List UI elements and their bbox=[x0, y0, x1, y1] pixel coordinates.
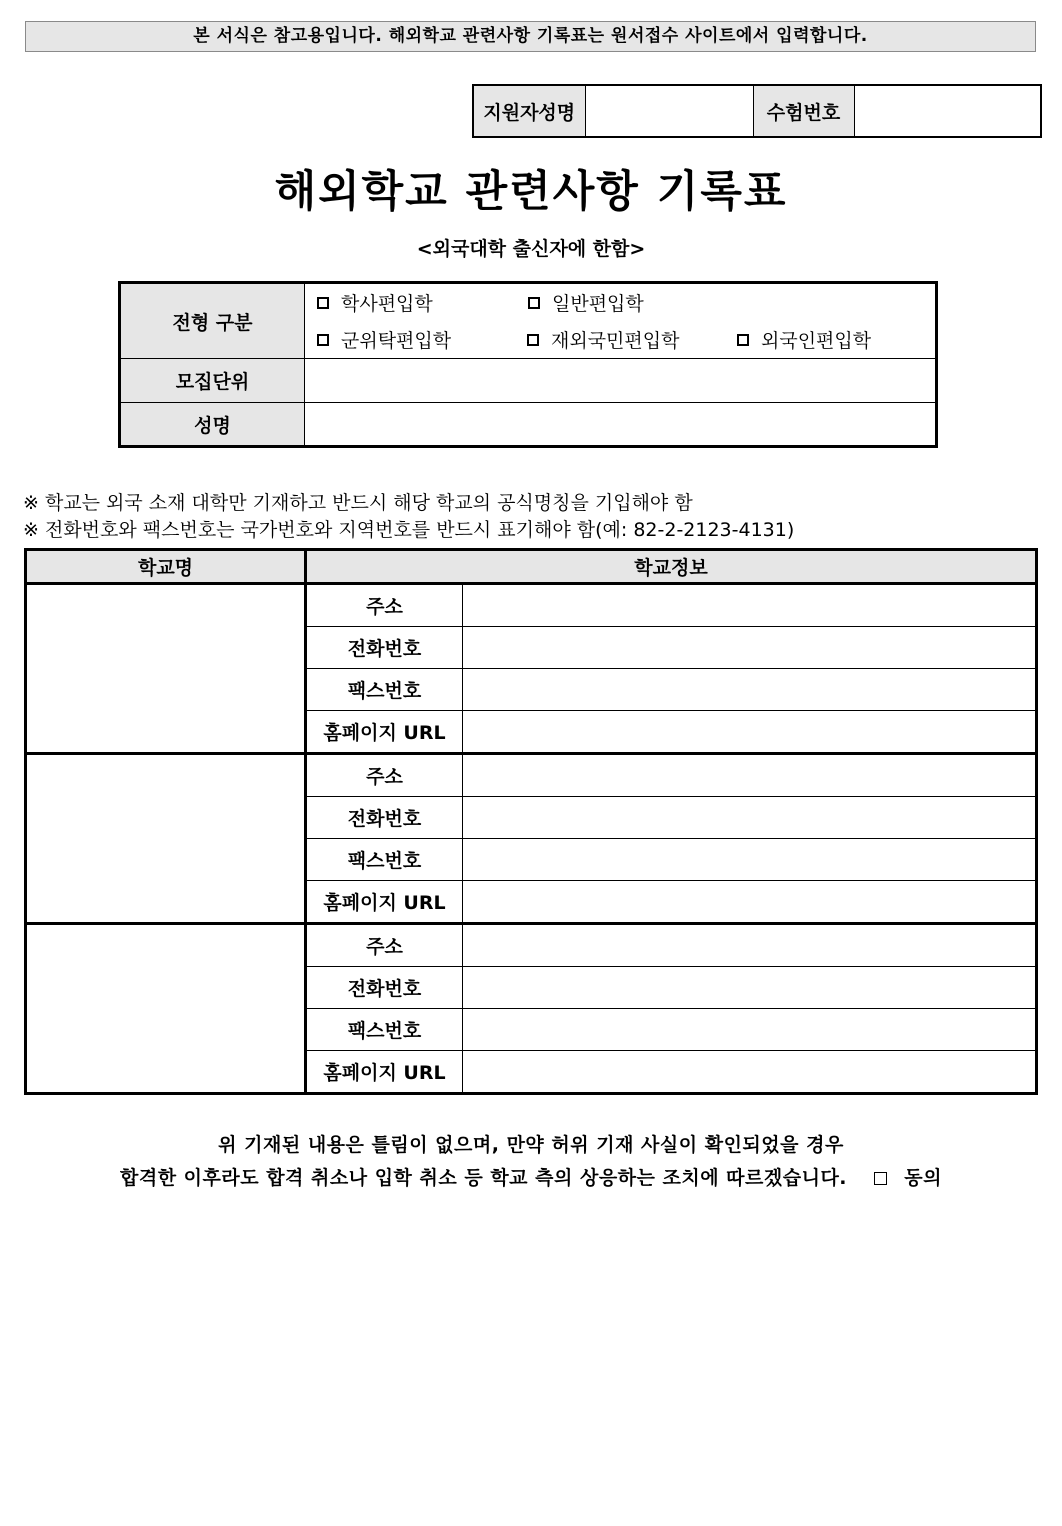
notice-banner: 본 서식은 참고용입니다. 해외학교 관련사항 기록표는 원서접수 사이트에서 입력합니다. bbox=[25, 21, 1036, 52]
homepage-label: 홈페이지 URL bbox=[306, 1051, 463, 1094]
admission-type-options bbox=[305, 283, 937, 359]
address-field[interactable] bbox=[463, 584, 1037, 627]
page-title: 해외학교 관련사항 기록표 bbox=[274, 167, 788, 217]
school-name-field[interactable] bbox=[26, 754, 306, 924]
pledge-line-2-wrap bbox=[0, 1162, 1062, 1195]
school-name-field[interactable] bbox=[26, 584, 306, 754]
option-military-transfer[interactable] bbox=[305, 326, 515, 353]
recruitment-unit-label: 모집단위 bbox=[120, 359, 305, 403]
admission-type-label: 전형 구분 bbox=[120, 283, 305, 359]
fax-field[interactable] bbox=[463, 669, 1037, 711]
checkbox-icon[interactable] bbox=[737, 334, 749, 346]
option-foreigner-transfer[interactable] bbox=[725, 326, 935, 353]
address-label: 주소 bbox=[306, 584, 463, 627]
homepage-field[interactable] bbox=[463, 1051, 1037, 1094]
option-bachelor-transfer[interactable] bbox=[305, 289, 516, 316]
exam-number-field[interactable] bbox=[854, 85, 1041, 137]
fax-label: 팩스번호 bbox=[306, 1009, 463, 1051]
notes bbox=[23, 490, 794, 544]
table-row bbox=[26, 924, 1037, 967]
option-label: 군위탁편입학 bbox=[341, 330, 452, 352]
phone-field[interactable] bbox=[463, 627, 1037, 669]
fax-label: 팩스번호 bbox=[306, 839, 463, 881]
address-field[interactable] bbox=[463, 924, 1037, 967]
fax-label: 팩스번호 bbox=[306, 669, 463, 711]
checkbox-icon[interactable] bbox=[317, 297, 329, 309]
note-line: ※ 학교는 외국 소재 대학만 기재하고 반드시 해당 학교의 공식명칭을 기입해야 함 bbox=[23, 492, 693, 514]
school-info-table bbox=[24, 548, 1038, 1095]
homepage-field[interactable] bbox=[463, 881, 1037, 924]
homepage-field[interactable] bbox=[463, 711, 1037, 754]
school-info-header: 학교정보 bbox=[306, 550, 1037, 584]
option-label: 외국인편입학 bbox=[761, 330, 872, 352]
option-label: 일반편입학 bbox=[552, 293, 644, 315]
name-field[interactable] bbox=[305, 403, 937, 447]
phone-label: 전화번호 bbox=[306, 797, 463, 839]
application-info-table bbox=[118, 281, 938, 448]
fax-field[interactable] bbox=[463, 839, 1037, 881]
option-label: 학사편입학 bbox=[341, 293, 433, 315]
table-row bbox=[26, 754, 1037, 797]
page-subtitle: <외국대학 출신자에 한함> bbox=[416, 238, 646, 260]
fax-field[interactable] bbox=[463, 1009, 1037, 1051]
pledge-statement bbox=[0, 1129, 1062, 1195]
option-label: 재외국민편입학 bbox=[551, 330, 680, 352]
exam-number-label: 수험번호 bbox=[753, 85, 854, 137]
pledge-line-1: 위 기재된 내용은 틀림이 없으며, 만약 허위 기재 사실이 확인되었을 경우 bbox=[218, 1134, 844, 1156]
agree-checkbox[interactable] bbox=[874, 1172, 887, 1185]
phone-label: 전화번호 bbox=[306, 967, 463, 1009]
checkbox-icon[interactable] bbox=[527, 334, 539, 346]
address-label: 주소 bbox=[306, 754, 463, 797]
address-label: 주소 bbox=[306, 924, 463, 967]
school-name-header: 학교명 bbox=[26, 550, 306, 584]
phone-field[interactable] bbox=[463, 797, 1037, 839]
address-field[interactable] bbox=[463, 754, 1037, 797]
homepage-label: 홈페이지 URL bbox=[306, 711, 463, 754]
checkbox-icon[interactable] bbox=[528, 297, 540, 309]
option-overseas-korean-transfer[interactable] bbox=[515, 326, 725, 353]
option-general-transfer[interactable] bbox=[516, 289, 727, 316]
applicant-id-box bbox=[472, 84, 1042, 138]
phone-field[interactable] bbox=[463, 967, 1037, 1009]
agree-label: 동의 bbox=[904, 1167, 942, 1189]
applicant-name-label: 지원자성명 bbox=[473, 85, 585, 137]
homepage-label: 홈페이지 URL bbox=[306, 881, 463, 924]
school-name-field[interactable] bbox=[26, 924, 306, 1094]
checkbox-icon[interactable] bbox=[317, 334, 329, 346]
table-row bbox=[26, 584, 1037, 627]
note-line: ※ 전화번호와 팩스번호는 국가번호와 지역번호를 반드시 표기해야 함(예: 82-2-2123-4131) bbox=[23, 519, 795, 541]
applicant-name-field[interactable] bbox=[585, 85, 753, 137]
recruitment-unit-field[interactable] bbox=[305, 359, 937, 403]
phone-label: 전화번호 bbox=[306, 627, 463, 669]
pledge-line-2: 합격한 이후라도 합격 취소나 입학 취소 등 학교 측의 상응하는 조치에 따르겠습니다. bbox=[120, 1167, 848, 1189]
name-label: 성명 bbox=[120, 403, 305, 447]
